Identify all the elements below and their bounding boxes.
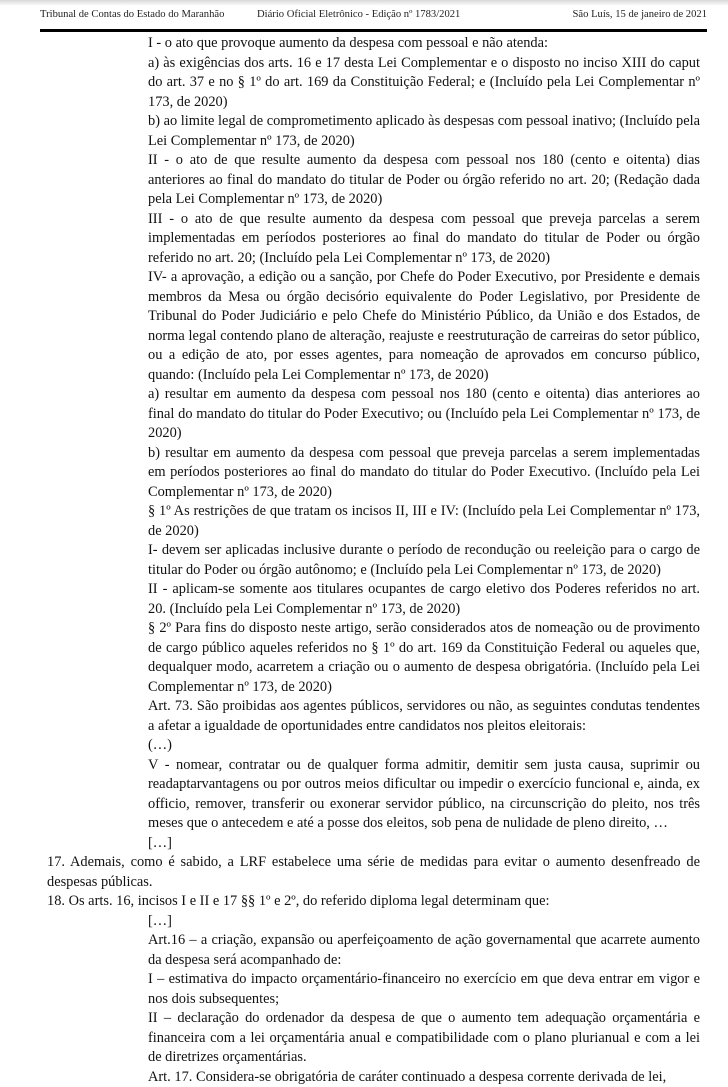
document-body: [0, 34, 728, 1087]
quote-line: V - nomear, contratar ou de qualquer forma admitir, demitir sem justa causa, suprimir ou readaptarvantagens ou por outros meios dificultar ou impedir o exercício funcional e, ainda, ex officio, remover, transferir ou exonerar servidor público, na circunscrição do pleito, nos três meses que o antecedem e até a posse dos eleitos, sob pena de nulidade de pleno direito, …: [148, 756, 700, 834]
quote-line: […]: [148, 834, 700, 854]
quote-line: III - o ato de que resulte aumento da despesa com pessoal que preveja parcelas a serem implementadas em períodos posteriores ao final do mandato do titular de Poder ou órgão referido no art. 20; (Incluído pela Lei Complementar nº 173, de 2020): [148, 210, 700, 269]
quote-line: […]: [148, 912, 700, 932]
section-link[interactable]: §: [371, 640, 378, 656]
viewer-top-shadow: [0, 0, 728, 6]
quote-line: II - aplicam-se somente aos titulares ocupantes de cargo eletivo dos Poderes referidos no art. 20. (Incluído pela Lei Complementar nº 173, de 2020): [148, 580, 700, 619]
quote-line: b) ao limite legal de comprometimento aplicado às despesas com pessoal inativo; (Incluído pela Lei Complementar nº 173, de 2020): [148, 112, 700, 151]
quote-line: I - o ato que provoque aumento da despesa com pessoal e não atenda:: [148, 34, 700, 54]
paragraph-17: 17. Ademais, como é sabido, a LRF estabelece uma série de medidas para evitar o aumento desenfreado de despesas públicas.: [47, 853, 700, 892]
quote-line: I- devem ser aplicadas inclusive durante o período de recondução ou reeleição para o cargo de titular do Poder ou órgão autônomo; e (Incluído pela Lei Complementar nº 173, de 2020): [148, 541, 700, 580]
paragraph-2: [148, 619, 700, 697]
quote-line: a) às exigências dos arts. 16 e 17 desta Lei Complementar e o disposto no inciso XIII do caput do art. 37 e no § 1º do art. 169 da Constituição Federal; e (Incluído pela Lei Complementar nº 173, de 2020): [148, 54, 700, 113]
page-header: [40, 9, 707, 25]
quote-line: b) resultar em aumento da despesa com pessoal que preveja parcelas a serem implementadas em períodos posteriores ao final do mandato do titular do Poder Executivo. (Incluído pela Lei Complementar nº 173, de 2020): [148, 444, 700, 503]
header-date: São Luís, 15 de janeiro de 2021: [573, 9, 707, 20]
header-rule: [40, 29, 707, 32]
quote-line: I – estimativa do impacto orçamentário-financeiro no exercício em que deva entrar em vigor e nos dois subsequentes;: [148, 970, 700, 1009]
header-edition: Diário Oficial Eletrônico - Edição nº 1783/2021: [257, 9, 460, 20]
quote-line: IV- a aprovação, a edição ou a sanção, por Chefe do Poder Executivo, por Presidente e demais membros da Mesa ou órgão decisório equivalente do Poder Legislativo, por Presidente de Tribunal do Poder Judiciário e pelo Chefe do Ministério Público, da União e dos Estados, de norma legal contendo plano de alteração, reajuste e reestruturação de carreiras do setor público, ou a edição de ato, por esses agentes, para nomeação de aprovados em concurso público, quando: (Incluído pela Lei Complementar nº 173, de 2020): [148, 268, 700, 385]
par2-after: 1º do art. 169 da Constituição Federal ou aqueles que, dequalquer modo, acarretem a criação ou o aumento de despesa obrigatória. (Incluído pela Lei Complementar nº 173, de 2020): [148, 640, 700, 695]
quote-line: Art.16 – a criação, expansão ou aperfeiçoamento de ação governamental que acarrete aumento da despesa será acompanhado de:: [148, 931, 700, 970]
quote-line: II – declaração do ordenador da despesa de que o aumento tem adequação orçamentária e financeira com a lei orçamentária anual e compatibilidade com o plano plurianual e com a lei de diretrizes orçamentárias.: [148, 1009, 700, 1068]
quote-line: Art. 73. São proibidas aos agentes públicos, servidores ou não, as seguintes condutas tendentes a afetar a igualdade de oportunidades entre candidatos nos pleitos eleitorais:: [148, 697, 700, 736]
quote-line: (…): [148, 736, 700, 756]
quote-line: Art. 17. Considera-se obrigatória de caráter continuado a despesa corrente derivada de lei,: [148, 1068, 700, 1087]
header-institution: Tribunal de Contas do Estado do Maranhão: [40, 9, 224, 20]
quote-line: § 1º As restrições de que tratam os incisos II, III e IV: (Incluído pela Lei Complementar nº 173, de 2020): [148, 502, 700, 541]
paragraph-18: 18. Os arts. 16, incisos I e II e 17 §§ 1º e 2º, do referido diploma legal determinam que:: [47, 892, 700, 912]
par2-before: § 2º Para fins do disposto neste artigo, serão considerados atos de nomeação ou de provimento de cargo público aqueles referidos no: [148, 620, 700, 656]
quote-line: a) resultar em aumento da despesa com pessoal nos 180 (cento e oitenta) dias anteriores ao final do mandato do titular do Poder Executivo; ou (Incluído pela Lei Complementar nº 173, de 2020): [148, 385, 700, 444]
quote-line: II - o ato de que resulte aumento da despesa com pessoal nos 180 (cento e oitenta) dias anteriores ao final do mandato do titular de Poder ou órgão referido no art. 20; (Redação dada pela Lei Complementar nº 173, de 2020): [148, 151, 700, 210]
